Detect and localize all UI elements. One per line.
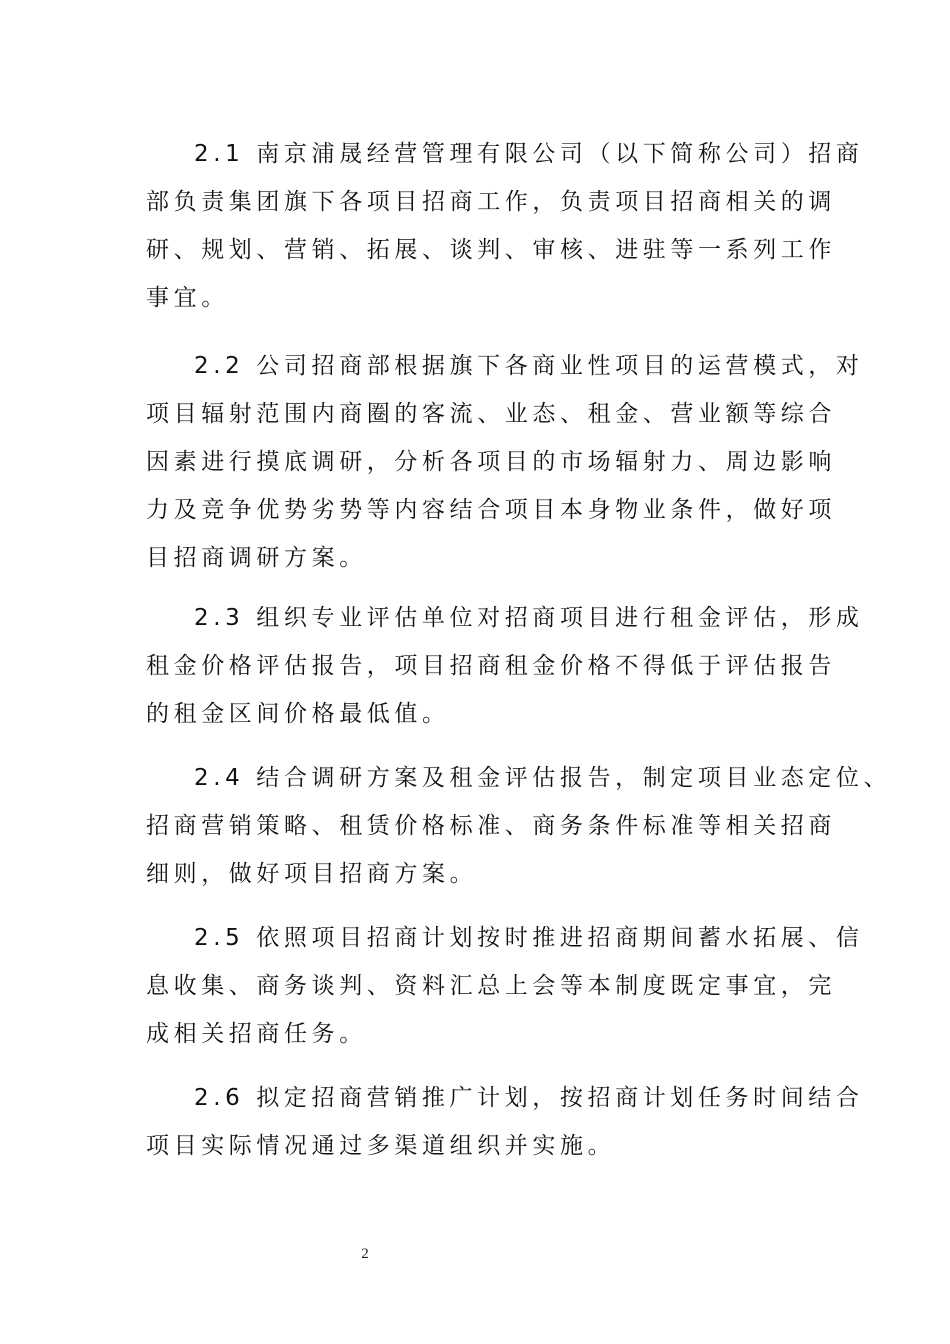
paragraph-line: 力及竞争优势劣势等内容结合项目本身物业条件，做好项 — [146, 497, 836, 523]
paragraph-line: 项目辐射范围内商圈的客流、业态、租金、营业额等综合 — [146, 401, 836, 427]
paragraph-2-6 — [146, 1074, 864, 1170]
paragraph-line: 2.4 结合调研方案及租金评估报告，制定项目业态定位、 — [194, 765, 892, 791]
paragraph-line: 招商营销策略、租赁价格标准、商务条件标准等相关招商 — [146, 813, 836, 839]
paragraph-line: 事宜。 — [146, 285, 229, 311]
paragraph-line: 目招商调研方案。 — [146, 545, 367, 571]
paragraph-line: 研、规划、营销、拓展、谈判、审核、进驻等一系列工作 — [146, 237, 836, 263]
paragraph-line: 的租金区间价格最低值。 — [146, 701, 450, 727]
paragraph-2-2 — [146, 342, 864, 582]
paragraph-line: 因素进行摸底调研，分析各项目的市场辐射力、周边影响 — [146, 449, 836, 475]
paragraph-line: 息收集、商务谈判、资料汇总上会等本制度既定事宜，完 — [146, 973, 836, 999]
page-number: 2 — [361, 1246, 369, 1262]
paragraph-line: 2.2 公司招商部根据旗下各商业性项目的运营模式，对 — [194, 353, 864, 379]
paragraph-line: 部负责集团旗下各项目招商工作，负责项目招商相关的调 — [146, 189, 836, 215]
paragraph-line: 2.3 组织专业评估单位对招商项目进行租金评估，形成 — [194, 605, 864, 631]
paragraph-line: 2.1 南京浦晟经营管理有限公司（以下简称公司）招商 — [194, 141, 864, 167]
paragraph-2-3 — [146, 594, 864, 738]
paragraph-2-4 — [146, 754, 892, 898]
paragraph-line: 租金价格评估报告，项目招商租金价格不得低于评估报告 — [146, 653, 836, 679]
paragraph-line: 细则，做好项目招商方案。 — [146, 861, 478, 887]
paragraph-2-5 — [146, 914, 864, 1058]
paragraph-line: 成相关招商任务。 — [146, 1021, 367, 1047]
paragraph-line: 2.5 依照项目招商计划按时推进招商期间蓄水拓展、信 — [194, 925, 864, 951]
paragraph-2-1 — [146, 130, 864, 322]
paragraph-line: 项目实际情况通过多渠道组织并实施。 — [146, 1133, 616, 1159]
paragraph-line: 2.6 拟定招商营销推广计划，按招商计划任务时间结合 — [194, 1085, 864, 1111]
